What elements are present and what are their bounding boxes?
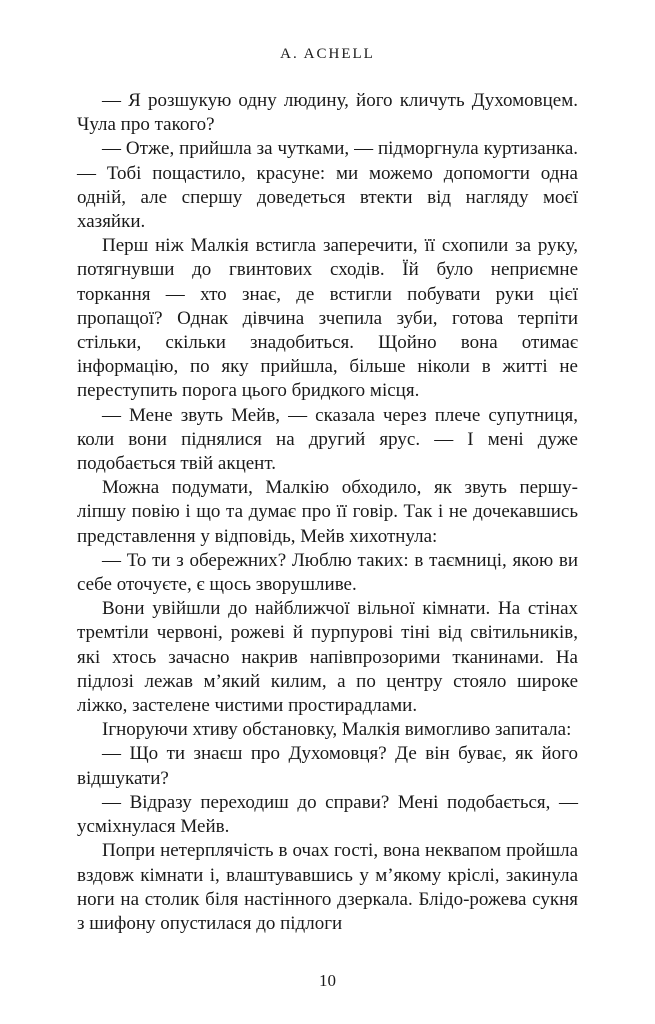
running-head: A. ACHELL <box>280 46 375 62</box>
paragraph: — Отже, прийшла за чутками, — підморгнула куртизанка. — Тобі пощастило, красуне: ми можемо допомогти одна одній, але спершу доведеться втекти від нагляду моєї хазяйки. <box>77 138 578 233</box>
page-number: 10 <box>319 971 336 990</box>
paragraph: Вони увійшли до найближчої вільної кімнати. На стінах тремтіли червоні, рожеві й пурпурові тіні від світильників, які хтось зачасно накрив напівпрозорими тканинами. На підлозі лежав м’який килим, а по центру стояло широке ліжко, застелене чистими простирадлами. <box>77 598 578 717</box>
paragraph: — Мене звуть Мейв, — сказала через плече супутниця, коли вони піднялися на другий ярус. — І мені дуже подобається твій акцент. <box>77 404 578 475</box>
paragraph: Перш ніж Малкія встигла заперечити, її схопили за руку, потягнувши до гвинтових сходів. Їй було неприємне торкання — хто знає, де встигли побувати руки цієї пропащої? Однак дівчина зчепила зуби, готова терпіти стільки, скільки знадобиться. Щойно вона отимає інформацію, по яку прийшла, більше ніколи в житті не переступить порога цього бридкого місця. <box>77 235 578 402</box>
paragraph: Ігноруючи хтиву обстановку, Малкія вимогливо запитала: <box>102 719 572 741</box>
paragraph: Можна подумати, Малкію обходило, як звуть першу-ліпшу повію і що та думає про її говір. Так і не дочекавшись представлення у відповідь, Мейв хихотнула: <box>77 477 578 547</box>
paragraph: — То ти з обережних? Люблю таких: в таємниці, якою ви себе оточуєте, є щось зворушливе. <box>77 549 578 596</box>
paragraph: — Що ти знаєш про Духомовця? Де він буває, як його відшукати? <box>77 743 578 789</box>
paragraph: — Я розшукую одну людину, його кличуть Духомовцем. Чула про такого? <box>77 90 578 136</box>
paragraph: Попри нетерплячість в очах гості, вона неквапом пройшла вздовж кімнати і, влаштувавшись у м’якому кріслі, закинула ноги на столик біля настінного дзеркала. Блідо-рожева сукня з шифону опустилася до підлоги <box>77 840 578 934</box>
body-text <box>77 89 578 936</box>
paragraph: — Відразу переходиш до справи? Мені подобається, — усміхнулася Мейв. <box>77 791 578 838</box>
